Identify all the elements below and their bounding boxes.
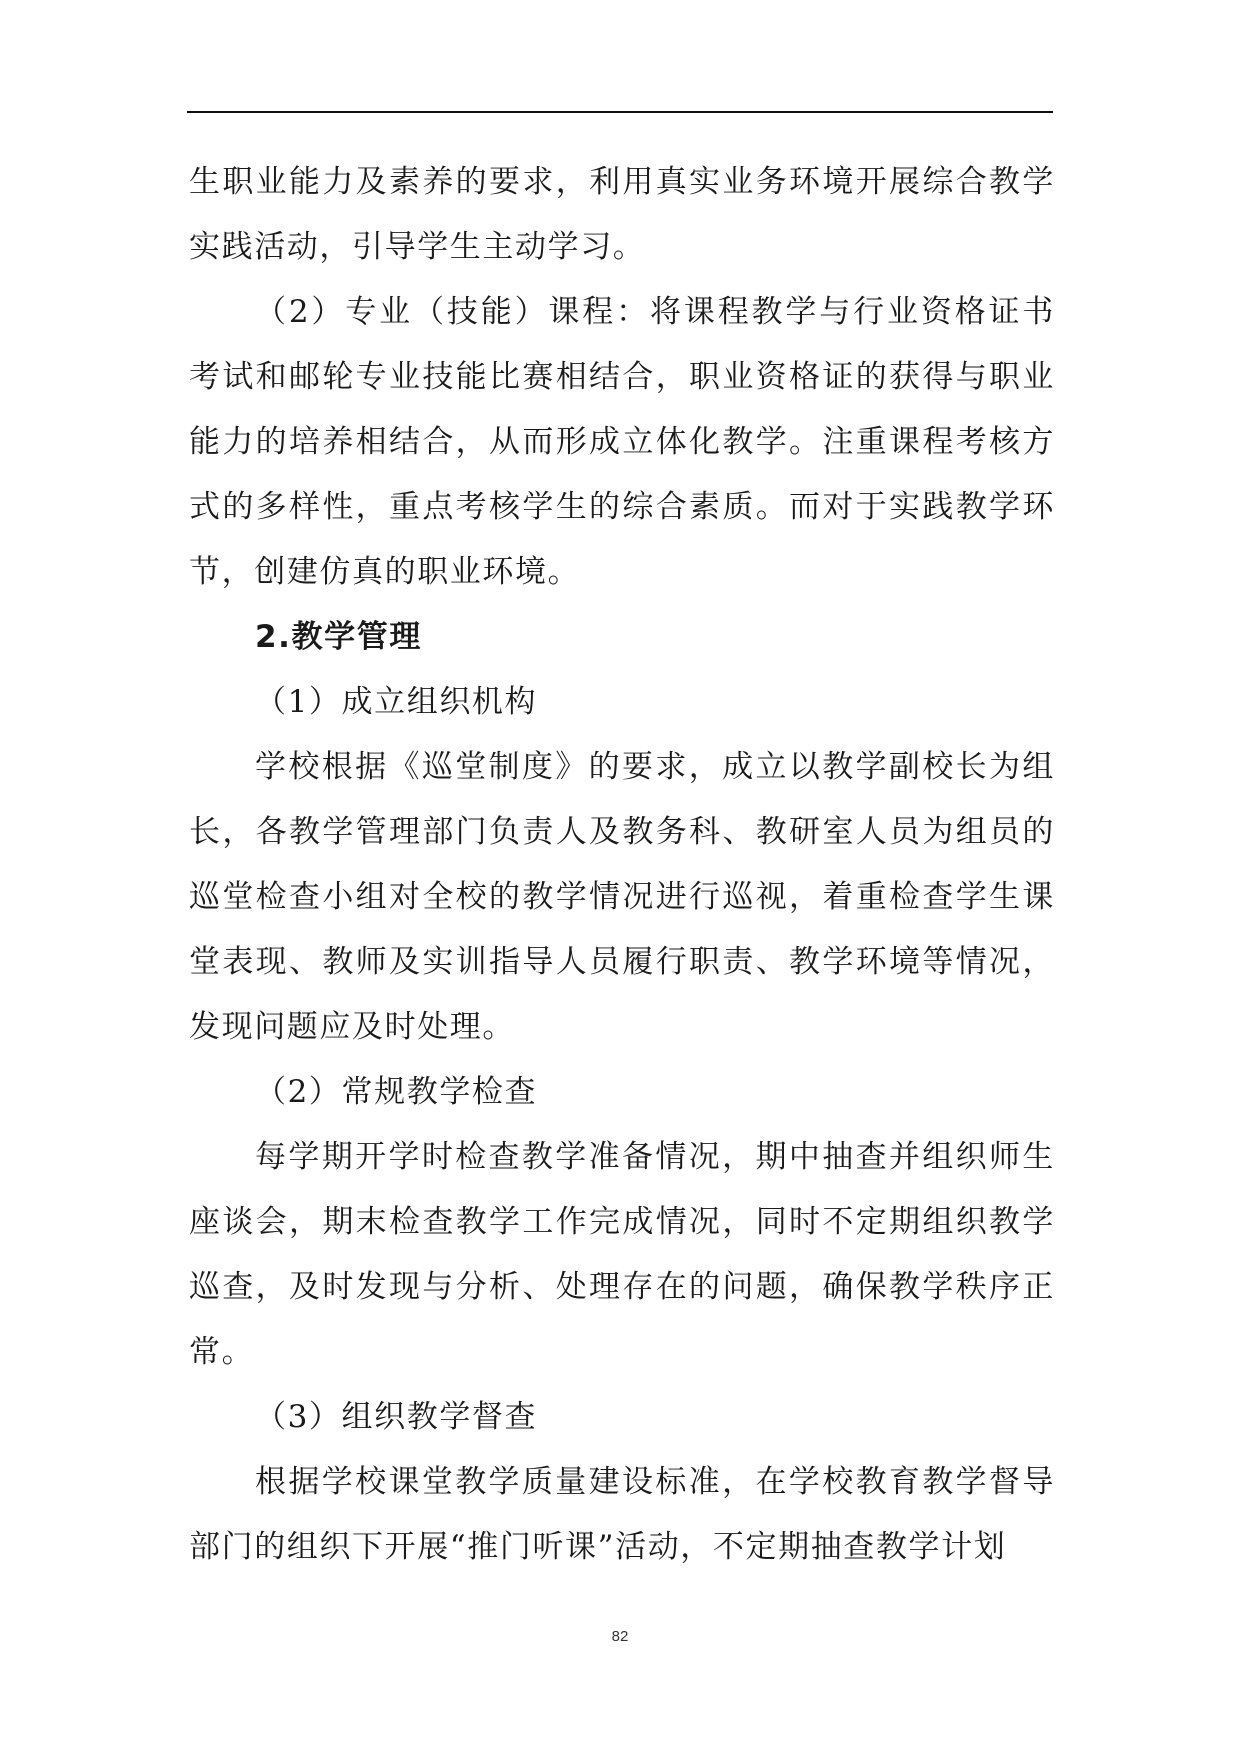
paragraph-continuation: 生职业能力及素养的要求，利用真实业务环境开展综合教学实践活动，引导学生主动学习。 — [189, 164, 1055, 265]
section-heading-teaching-management: 2.教学管理 — [255, 619, 422, 655]
document-body — [189, 150, 1055, 1580]
paragraph-teaching-supervision: 根据学校课堂教学质量建设标准，在学校教育教学督导部门的组织下开展“推门听课”活动，不定期抽查教学计划 — [189, 1464, 1055, 1565]
subheading-teaching-supervision: （3）组织教学督查 — [255, 1399, 538, 1435]
subheading-organization: （1）成立组织机构 — [255, 684, 538, 720]
header-rule — [187, 111, 1053, 113]
paragraph-organization: 学校根据《巡堂制度》的要求，成立以教学副校长为组长，各教学管理部门负责人及教务科、教研室人员为组员的巡堂检查小组对全校的教学情况进行巡视，着重检查学生课堂表现、教师及实训指导人员履行职责、教学环境等情况，发现问题应及时处理。 — [189, 749, 1055, 1045]
subheading-routine-inspection: （2）常规教学检查 — [255, 1074, 538, 1110]
paragraph-professional-courses: （2）专业（技能）课程：将课程教学与行业资格证书考试和邮轮专业技能比赛相结合，职业资格证的获得与职业能力的培养相结合，从而形成立体化教学。注重课程考核方式的多样性，重点考核学生的综合素质。而对于实践教学环节，创建仿真的职业环境。 — [189, 294, 1055, 590]
page-number: 82 — [611, 1628, 629, 1645]
paragraph-routine-inspection: 每学期开学时检查教学准备情况，期中抽查并组织师生座谈会，期末检查教学工作完成情况，同时不定期组织教学巡查，及时发现与分析、处理存在的问题，确保教学秩序正常。 — [189, 1139, 1055, 1370]
